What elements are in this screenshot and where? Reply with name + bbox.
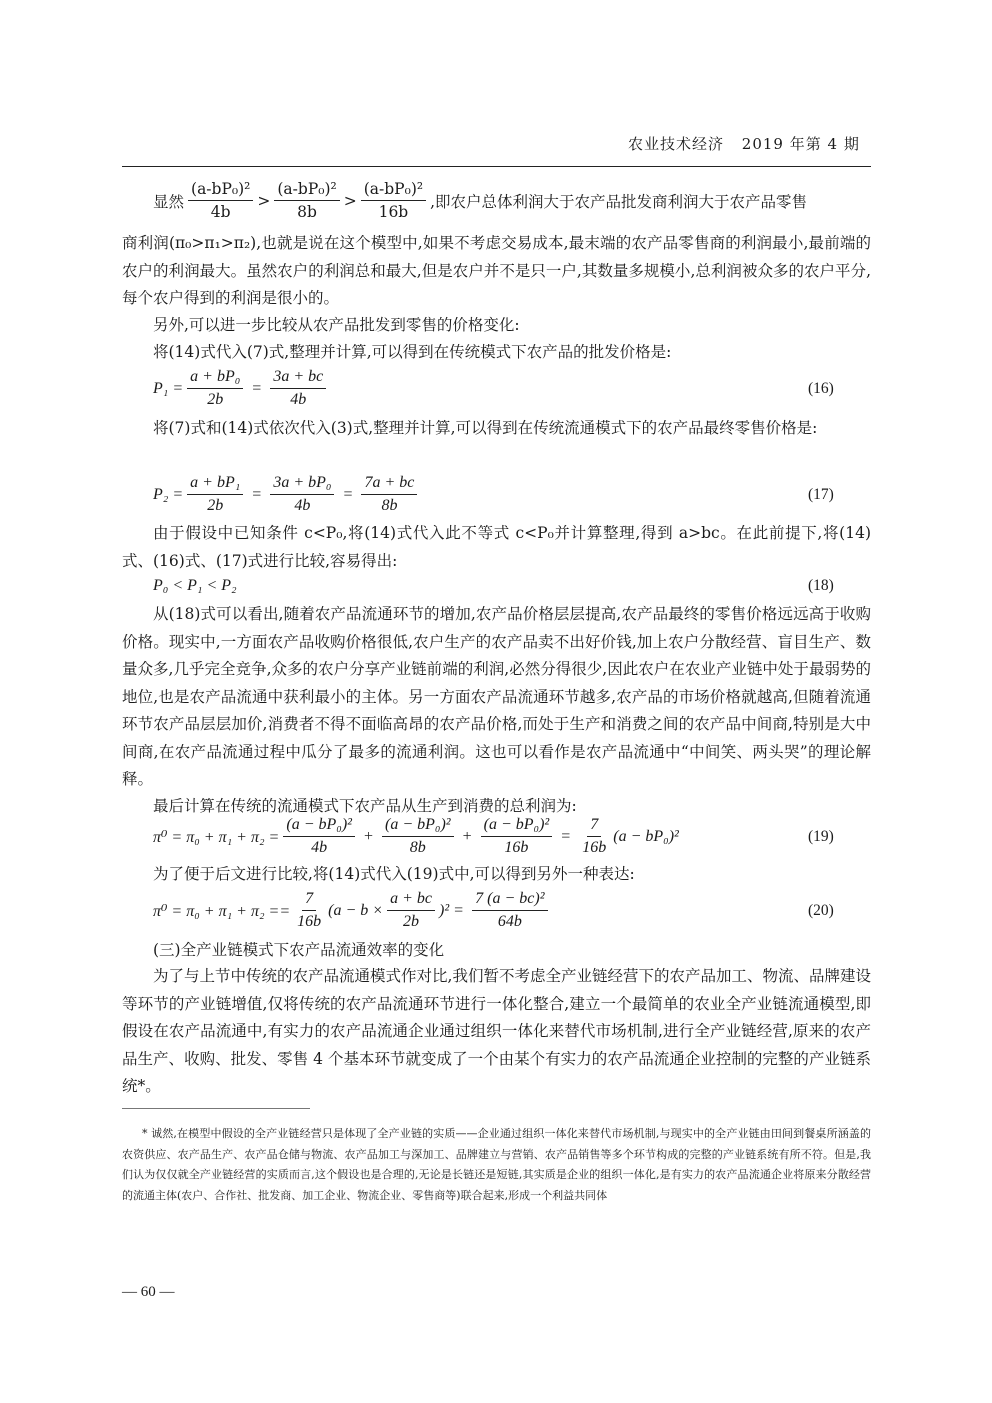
- fraction-numerator: a + bc: [387, 890, 435, 911]
- equation-number-18: (18): [808, 577, 834, 594]
- fraction-numerator: (a − bP₀)²: [481, 816, 553, 837]
- eq-close: )²: [438, 901, 450, 919]
- eq-fraction: [382, 816, 454, 857]
- paragraph-4: 将(7)式和(14)式依次代入(3)式,整理并计算,可以得到在传统流通模式下的农产品最终零售价格是:: [153, 419, 818, 437]
- page-number: — 60 —: [122, 1284, 175, 1300]
- equation-number-20: (20): [808, 902, 834, 919]
- intro-fraction-3: [361, 180, 426, 221]
- running-header: [628, 133, 860, 154]
- fraction-numerator: a + bP₁: [187, 474, 243, 495]
- equation-number-17: (17): [808, 486, 834, 503]
- fraction-denominator: 4b: [294, 497, 311, 514]
- paragraph-2: 另外,可以进一步比较从农产品批发到零售的价格变化:: [153, 316, 520, 334]
- equals-sign: =: [561, 827, 571, 845]
- gt-sign: >: [343, 191, 357, 210]
- fraction-denominator: 4b: [210, 203, 231, 221]
- equation-number-19: (19): [808, 828, 834, 845]
- fraction-denominator: 8b: [409, 839, 426, 856]
- footnote: * 诚然,在模型中假设的全产业链经营只是体现了全产业链的实质——企业通过组织一体化来替代市场机制,与现实中的全产业链由田间到餐桌所涵盖的农资供应、农产品生产、农产品仓储与物流、农产品加工与深加工、品牌建立与营销、农产品销售等多个环节构成的完整的产业链系统有所不符。但是,我们认为仅仅就全产业链经营的实质而言,这个假设也是合理的,无论是长链还是短链,其实质是企业的组织一体化,是有实力的农产品流通企业将原来分散经营的流通主体(农户、合作社、批发商、加工企业、物流企业、零售商等)联合起来,形成一个利益共同体: [122, 1127, 871, 1202]
- fraction-numerator: 7 (a − bc)²: [472, 890, 547, 911]
- fraction-denominator: 4b: [311, 839, 328, 856]
- fraction-numerator: (a-bP₀)²: [188, 180, 253, 201]
- fraction-numerator: a + bP₀: [187, 368, 243, 389]
- equation-19: [153, 816, 679, 857]
- intro-prefix: 显然: [153, 192, 185, 211]
- eq-tail: (a − bP₀)²: [613, 827, 679, 845]
- intro-fraction-1: [188, 180, 253, 221]
- fraction-numerator: 7: [587, 816, 601, 837]
- eq-fraction: [481, 816, 553, 857]
- fraction-numerator: 7a + bc: [361, 474, 417, 495]
- eq-lhs: P₂ =: [153, 485, 184, 503]
- eq-fraction: [187, 474, 243, 515]
- paragraph-6: 从(18)式可以看出,随着农产品流通环节的增加,农产品价格层层提高,农产品最终的零售价格远远高于收购价格。现实中,一方面农产品收购价格很低,农户生产的农产品卖不出好价钱,加上农户分散经营、盲目生产、数量众多,几乎完全竞争,众多的农户分享产业链前端的利润,必然分得很少,因此农户在农业产业链中处于最弱势的地位,也是农产品流通中获利最小的主体。另一方面农产品流通环节越多,农产品的市场价格就越高,但随着流通环节农产品层层加价,消费者不得不面临高昂的农产品价格,而处于生产和消费之间的农产品中间商,特别是大中间商,在农产品流通过程中瓜分了最多的流通利润。这也可以看作是农产品流通中“中间笑、两头哭”的理论解释。: [122, 605, 871, 788]
- eq-fraction: [294, 890, 324, 931]
- eq-fraction: [472, 890, 547, 931]
- intro-inequality-line: [153, 180, 807, 221]
- eq-middle: (a − b ×: [328, 901, 384, 919]
- issue-label: 2019 年第 4 期: [741, 135, 860, 153]
- paragraph-5: 由于假设中已知条件 c<P₀,将(14)式代入此不等式 c<P₀并计算整理,得到 a>bc。在此前提下,将(14)式、(16)式、(17)式进行比较,容易得出:: [122, 524, 871, 570]
- fraction-numerator: 7: [302, 890, 316, 911]
- eq-fraction: [361, 474, 417, 515]
- fraction-denominator: 2b: [207, 497, 224, 514]
- eq-fraction: [387, 890, 435, 931]
- gt-sign: >: [257, 191, 271, 210]
- eq-lhs: P₁ =: [153, 379, 184, 397]
- eq-lhs: π⁰ = π₀ + π₁ + π₂ ==: [153, 902, 291, 920]
- fraction-denominator: 16b: [297, 913, 322, 930]
- paragraph-1: 商利润(π₀>π₁>π₂),也就是说在这个模型中,如果不考虑交易成本,最末端的农产品零售商的利润最小,最前端的农户的利润最大。虽然农户的利润总和最大,但是农户并不是只一户,其数量多规模小,总利润被众多的农户平分,每个农户得到的利润是很小的。: [122, 234, 871, 307]
- fraction-numerator: (a − bP₀)²: [283, 816, 355, 837]
- plus-sign: +: [462, 827, 472, 845]
- eq-fraction: [270, 368, 326, 409]
- equals-sign: =: [343, 485, 353, 503]
- paragraph-3: 将(14)式代入(7)式,整理并计算,可以得到在传统模式下农产品的批发价格是:: [153, 343, 672, 361]
- equals-sign: =: [252, 485, 262, 503]
- fraction-numerator: (a-bP₀)²: [274, 180, 339, 201]
- equation-18: P₀ < P₁ < P₂: [153, 577, 237, 594]
- eq-fraction: [579, 816, 609, 857]
- paragraph-7: 最后计算在传统的流通模式下农产品从生产到消费的总利润为:: [153, 797, 577, 815]
- fraction-numerator: (a-bP₀)²: [361, 180, 426, 201]
- equals-sign: =: [454, 901, 464, 919]
- equals-sign: =: [252, 379, 262, 397]
- footnote-rule: [122, 1108, 310, 1109]
- equation-number-16: (16): [808, 380, 834, 397]
- equation-17: [153, 474, 421, 515]
- eq-fraction: [187, 368, 243, 409]
- fraction-denominator: 2b: [207, 391, 224, 408]
- section-title: (三)全产业链模式下农产品流通效率的变化: [153, 941, 445, 959]
- eq-fraction: [283, 816, 355, 857]
- fraction-denominator: 16b: [378, 203, 409, 221]
- paragraph-9: 为了与上节中传统的农产品流通模式作对比,我们暂不考虑全产业链经营下的农产品加工、物流、品牌建设等环节的产业链增值,仅将传统的农产品流通环节进行一体化整合,建立一个最简单的农业全产业链流通模型,即假设在农产品流通中,有实力的农产品流通企业通过组织一体化来替代市场机制,进行全产业链经营,原来的农产品生产、收购、批发、零售 4 个基本环节就变成了一个由某个有实力的农产品流通企业控制的完整的产业链系统*。: [122, 967, 871, 1095]
- header-rule: [122, 166, 871, 167]
- journal-name: 农业技术经济: [628, 135, 725, 153]
- fraction-denominator: 64b: [497, 913, 522, 930]
- fraction-numerator: 3a + bP₀: [270, 474, 334, 495]
- equation-16: [153, 368, 330, 409]
- eq-lhs: π⁰ = π₀ + π₁ + π₂ =: [153, 828, 280, 846]
- fraction-numerator: 3a + bc: [270, 368, 326, 389]
- paragraph-8: 为了便于后文进行比较,将(14)式代入(19)式中,可以得到另外一种表达:: [153, 865, 635, 883]
- intro-fraction-2: [274, 180, 339, 221]
- fraction-denominator: 8b: [381, 497, 398, 514]
- eq-fraction: [270, 474, 334, 515]
- fraction-denominator: 2b: [403, 913, 420, 930]
- fraction-denominator: 16b: [582, 839, 607, 856]
- fraction-denominator: 8b: [297, 203, 317, 221]
- plus-sign: +: [363, 827, 373, 845]
- fraction-denominator: 16b: [504, 839, 529, 856]
- fraction-numerator: (a − bP₀)²: [382, 816, 454, 837]
- intro-tail: ,即农户总体利润大于农产品批发商利润大于农产品零售: [430, 192, 808, 211]
- equation-20: [153, 890, 552, 931]
- fraction-denominator: 4b: [290, 391, 307, 408]
